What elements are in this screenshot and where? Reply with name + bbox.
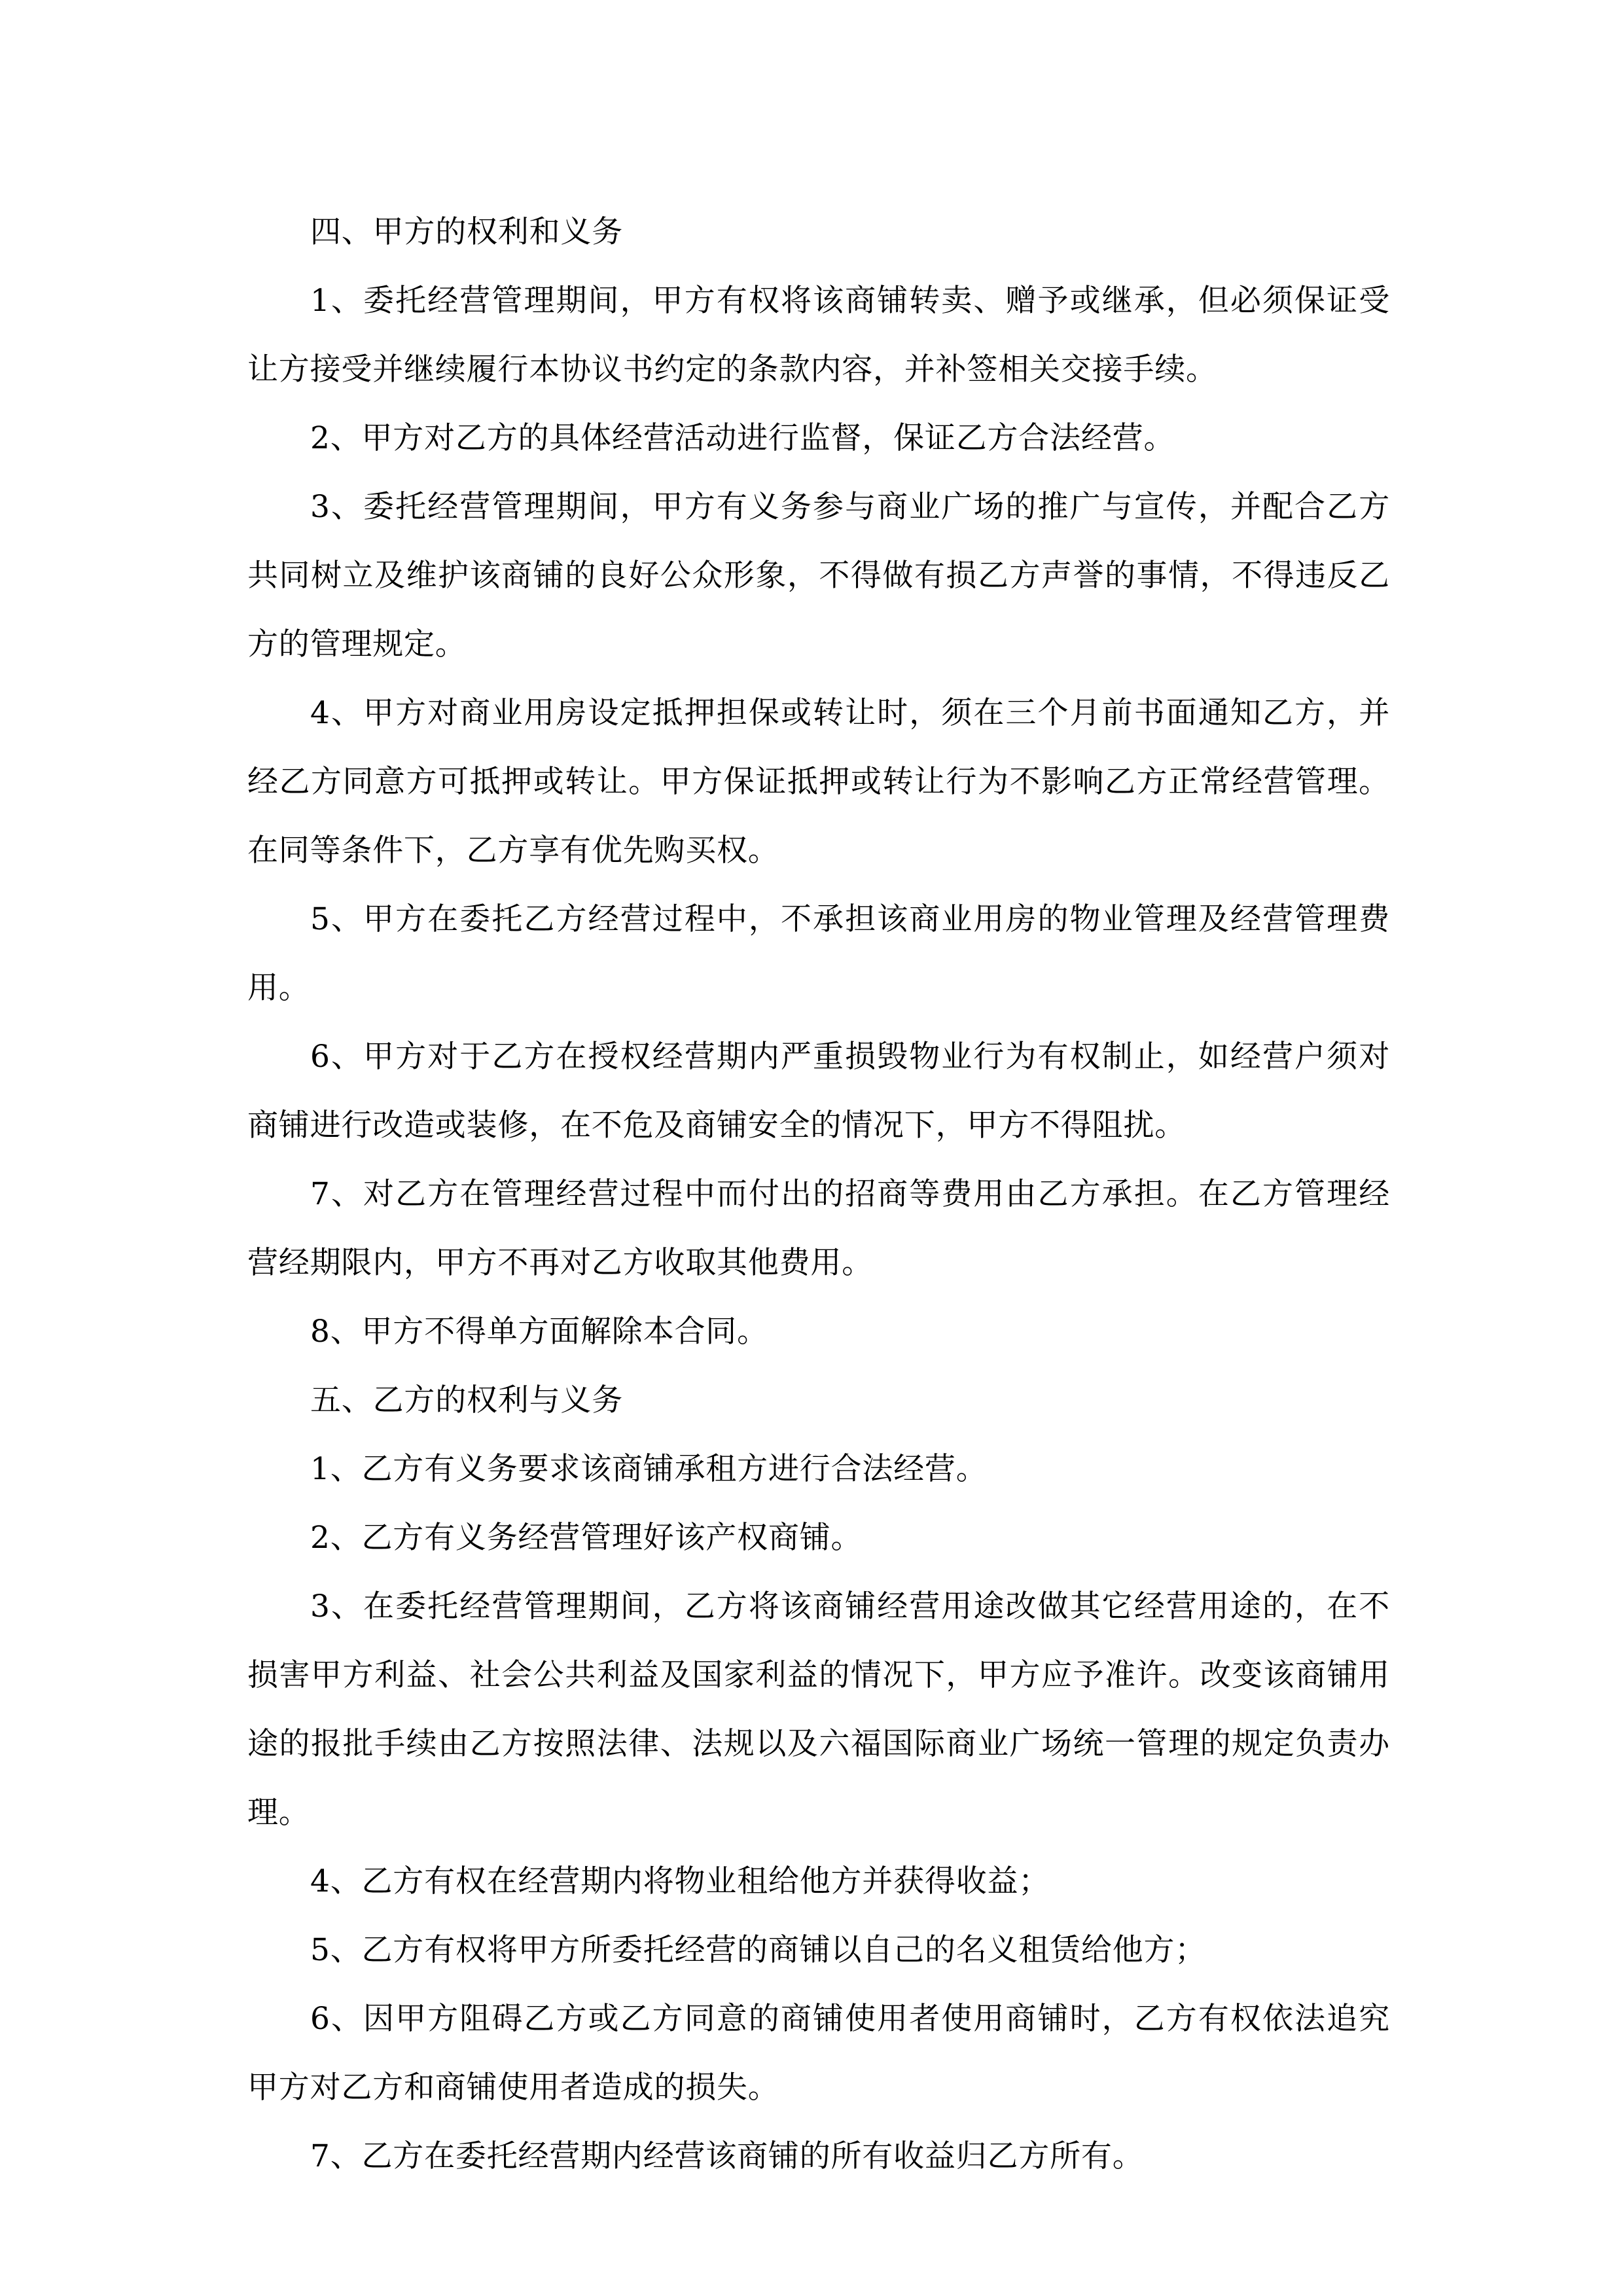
clause-b4: 4、乙方有权在经营期内将物业租给他方并获得收益； (310, 1863, 1050, 1899)
clause-a5: 5、甲方在委托乙方经营过程中，不承担该商业用房的物业管理及经营管理费用。 (247, 901, 1390, 1006)
clause-b2: 2、乙方有义务经营管理好该产权商铺。 (310, 1520, 863, 1556)
clause-a8: 8、甲方不得单方面解除本合同。 (310, 1314, 768, 1350)
section-heading-party-a-rights: 四、甲方的权利和义务 (310, 214, 623, 250)
clause-b1: 1、乙方有义务要求该商铺承租方进行合法经营。 (310, 1451, 988, 1487)
clause-b7: 7、乙方在委托经营期内经营该商铺的所有收益归乙方所有。 (310, 2138, 1144, 2174)
clause-a2: 2、甲方对乙方的具体经营活动进行监督，保证乙方合法经营。 (310, 420, 1175, 456)
clause-b5: 5、乙方有权将甲方所委托经营的商铺以自己的名义租赁给他方； (310, 1932, 1207, 1968)
clause-a7: 7、对乙方在管理经营过程中而付出的招商等费用由乙方承担。在乙方管理经营经期限内，甲方不再对乙方收取其他费用。 (247, 1176, 1390, 1281)
clause-b3: 3、在委托经营管理期间，乙方将该商铺经营用途改做其它经营用途的，在不损害甲方利益、社会公共利益及国家利益的情况下，甲方应予准许。改变该商铺用途的报批手续由乙方按照法律、法规以及六福国际商业广场统一管理的规定负责办理。 (247, 1588, 1390, 1831)
section-heading-party-b-rights: 五、乙方的权利与义务 (310, 1382, 623, 1418)
clause-a1: 1、委托经营管理期间，甲方有权将该商铺转卖、赠予或继承，但必须保证受让方接受并继续履行本协议书约定的条款内容，并补签相关交接手续。 (247, 283, 1390, 387)
clause-a6: 6、甲方对于乙方在授权经营期内严重损毁物业行为有权制止，如经营户须对商铺进行改造或装修，在不危及商铺安全的情况下，甲方不得阻扰。 (247, 1039, 1390, 1143)
clause-a3: 3、委托经营管理期间，甲方有义务参与商业广场的推广与宣传，并配合乙方共同树立及维护该商铺的良好公众形象，不得做有损乙方声誉的事情，不得违反乙方的管理规定。 (247, 489, 1390, 662)
document-body (247, 198, 1390, 2191)
clause-b6: 6、因甲方阻碍乙方或乙方同意的商铺使用者使用商铺时，乙方有权依法追究甲方对乙方和商铺使用者造成的损失。 (247, 2001, 1390, 2106)
clause-a4: 4、甲方对商业用房设定抵押担保或转让时，须在三个月前书面通知乙方，并经乙方同意方可抵押或转让。甲方保证抵押或转让行为不影响乙方正常经营管理。在同等条件下，乙方享有优先购买权。 (247, 695, 1390, 869)
